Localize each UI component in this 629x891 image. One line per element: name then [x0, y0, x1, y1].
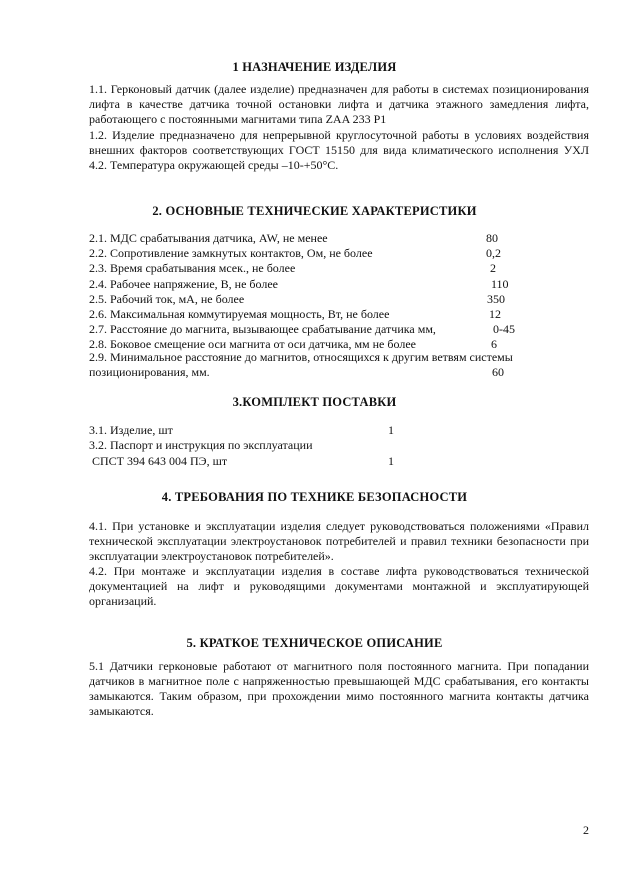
spec-row-value: 6 [491, 337, 497, 352]
spec-row-value: 80 [486, 231, 498, 245]
section-4-paragraph-2: 4.2. При монтаже и эксплуатации изделия в составе лифта руководствоваться технической документацией на лифт и руководящими документами монтажной и эксплуатирующей организаций. [89, 564, 589, 608]
spec-row-label: 2.2. Сопротивление замкнутых контактов, Ом, не более [89, 246, 373, 261]
delivery-item-1: 3.1. Изделие, шт [89, 423, 173, 437]
spec-2-9-line-1: 2.9. Минимальное расстояние до магнитов, относящихся к другим ветвям системы [89, 350, 513, 364]
section-3-title: 3.КОМПЛЕКТ ПОСТАВКИ [232, 395, 397, 409]
spec-2-9-value: 60 [492, 365, 504, 379]
spec-row-value: 0,2 [486, 246, 501, 261]
spec-row-label: 2.1. МДС срабатывания датчика, AW, не менее [89, 231, 328, 245]
section-1-title: 1 НАЗНАЧЕНИЕ ИЗДЕЛИЯ [232, 60, 397, 74]
section-1-paragraph-2: 1.2. Изделие предназначено для непрерывной круглосуточной работы в условиях воздействия внешних факторов соответствующих ГОСТ 15150 для вида климатического исполнения УХЛ 4.2. Температура окружающей среды –10-+50°С. [89, 128, 589, 172]
delivery-item-1-qty: 1 [388, 423, 394, 437]
spec-row-label: 2.6. Максимальная коммутируемая мощность, Вт, не более [89, 307, 390, 321]
spec-row-label: 2.8. Боковое смещение оси магнита от оси датчика, мм не более [89, 337, 416, 352]
spec-row-value: 0-45 [493, 322, 515, 337]
delivery-item-2: 3.2. Паспорт и инструкция по эксплуатации [89, 438, 313, 452]
delivery-item-2-doc: СПСТ 394 643 004 ПЭ, шт [92, 454, 228, 468]
section-5-title: 5. КРАТКОЕ ТЕХНИЧЕСКОЕ ОПИСАНИЕ [186, 636, 443, 650]
spec-row-value: 350 [487, 291, 505, 306]
delivery-item-2-qty: 1 [388, 454, 394, 468]
spec-row-label: 2.5. Рабочий ток, мА, не более [89, 291, 245, 306]
section-4-title: 4. ТРЕБОВАНИЯ ПО ТЕХНИКЕ БЕЗОПАСНОСТИ [161, 490, 468, 504]
section-2-title: 2. ОСНОВНЫЕ ТЕХНИЧЕСКИЕ ХАРАКТЕРИСТИКИ [152, 204, 477, 218]
page-number: 2 [583, 823, 589, 837]
spec-row-label: 2.7. Расстояние до магнита, вызывающее срабатывание датчика мм, [89, 322, 436, 337]
spec-row-label: 2.3. Время срабатывания мсек., не более [89, 261, 296, 276]
spec-2-9-line-2: позиционирования, мм. [89, 365, 210, 379]
spec-row-value: 12 [489, 307, 501, 321]
section-5-paragraph-1: 5.1 Датчики герконовые работают от магнитного поля постоянного магнита. При попадании датчиков в магнитное поле с напряженностью превышающей МДС срабатывания, его контакты замыкаются. Таким образом, при прохождении мимо постоянного магнита контакты датчика замыкаются. [89, 659, 589, 718]
spec-row-label: 2.4. Рабочее напряжение, В, не более [89, 276, 278, 291]
spec-row-value: 110 [491, 276, 509, 291]
spec-row-value: 2 [490, 261, 496, 276]
section-1-paragraph-1: 1.1. Герконовый датчик (далее изделие) предназначен для работы в системах позиционирования лифта в качестве датчика точной остановки лифта и датчика этажного замедления лифта, работающего с постоянными магнитами типа ZAA 233 P1 [89, 82, 589, 126]
section-4-paragraph-1: 4.1. При установке и эксплуатации изделия следует руководствоваться положениями «Правил технической эксплуатации электроустановок потребителей и правил техники безопасности при эксплуатации электроустановок потребителей». [89, 519, 589, 563]
